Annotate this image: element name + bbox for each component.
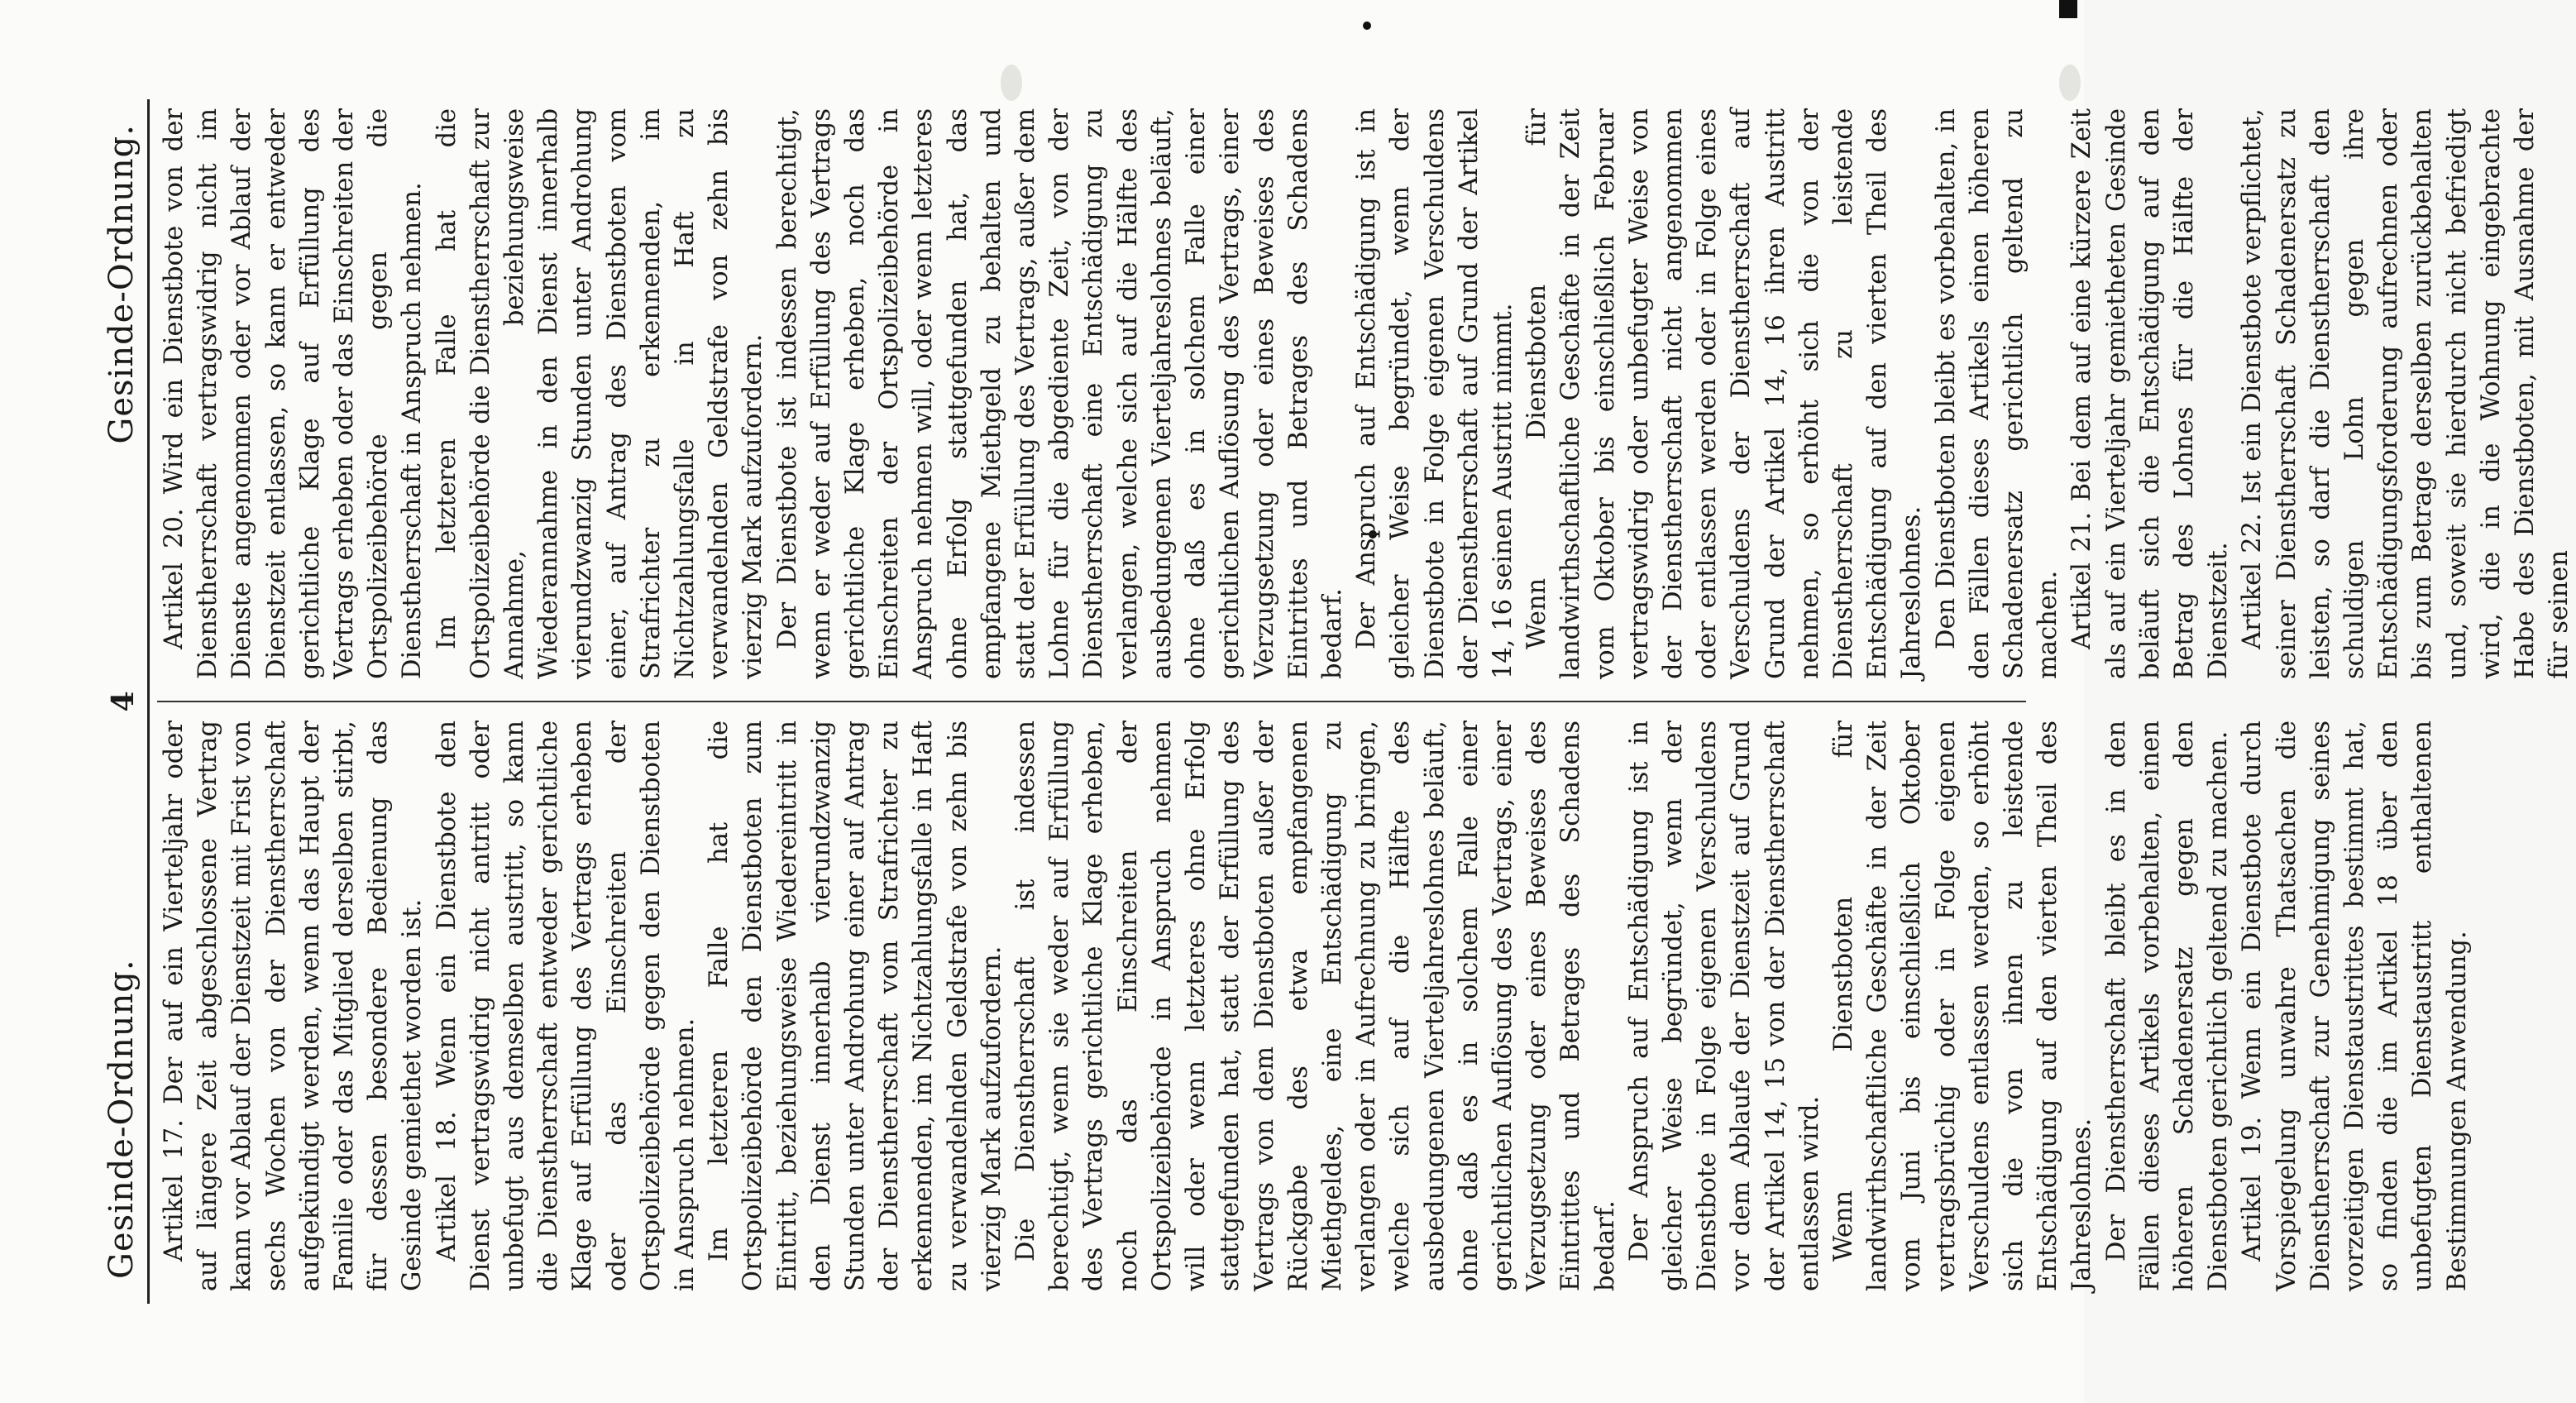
paragraph: Der Dienstbote ist indessen berechtigt, wenn er weder auf Erfüllung des Vertrags gerichtliche Klage erheben, noch das Einschreiten der Ortspolizeibehörde in Anspruch nehmen will, oder wenn letzteres ohne Erfolg stattgefunden hat, das empfangene Miethgeld zu behalten und statt der Erfüllung des Vertrags, außer dem Lohne für die abgediente Zeit, von der Dienstherrschaft eine Entschädigung zu verlangen, welche sich auf die Hälfte des ausbedungenen Vierteljahreslohnes beläuft, ohne daß es in solchem Falle einer gerichtlichen Auflösung des Vertrags, einer Verzugsetzung oder eines Beweises des Eintrittes und Betrages des Schadens bedarf. bbox=[772, 108, 1347, 679]
paragraph: Artikel 22. Ist ein Dienstbote verpflichtet, seiner Dienstherrschaft Schadenersatz zu leisten, so darf die Dienstherrschaft den schuldigen Lohn gegen ihre Entschädigungsforderung aufrechnen oder bis zum Betrage derselben zurückbehalten und, soweit sie hierdurch nicht befriedigt wird, die in die Wohnung eingebrachte Habe des Dienstboten, mit Ausnahme der für seinen bbox=[2238, 108, 2574, 679]
paragraph: Artikel 18. Wenn ein Dienstbote den Dienst vertragswidrig nicht antritt oder unbefugt aus demselben austritt, so kann die Dienstherrschaft entweder gerichtliche Klage auf Erfüllung des Vertrags erheben oder das Einschreiten der Ortspolizeibehörde gegen den Dienstboten in Anspruch nehmen. bbox=[432, 721, 700, 1291]
left-column bbox=[157, 721, 2472, 1291]
paragraph: Wenn Dienstboten für landwirthschaftliche Geschäfte in der Zeit vom Oktober bis einschließlich Februar vertragswidrig oder unbefugter Weise von der Dienstherrschaft nicht angenommen oder entlassen werden oder in Folge eines Verschuldens der Dienstherrschaft auf Grund der Artikel 14, 16 ihren Austritt nehmen, so erhöht sich die von der Dienstherrschaft zu leistende Entschädigung auf den vierten Theil des Jahreslohnes. bbox=[1522, 108, 1927, 679]
corner-mark bbox=[2059, 0, 2077, 18]
paragraph: Der Anspruch auf Entschädigung ist in gleicher Weise begründet, wenn der Dienstbote in Folge eigenen Verschuldens vor dem Ablaufe der Dienstzeit auf Grund der Artikel 14, 15 von der Dienstherrschaft entlassen wird. bbox=[1624, 721, 1824, 1291]
right-column bbox=[157, 108, 2574, 679]
paragraph: Artikel 17. Der auf ein Vierteljahr oder auf längere Zeit abgeschlossene Vertrag kann vor Ablauf der Dienstzeit mit Frist von sechs Wochen von der Dienstherrschaft aufgekündigt werden, wenn das Haupt der Familie oder das Mitglied derselben stirbt, für dessen besondere Bedienung das Gesinde gemiethet worden ist. bbox=[160, 721, 428, 1291]
paragraph: Die Dienstherrschaft ist indessen berechtigt, wenn sie weder auf Erfüllung des Vertrags gerichtliche Klage erheben, noch das Einschreiten der Ortspolizeibehörde in Anspruch nehmen will oder wenn letzteres ohne Erfolg stattgefunden hat, statt der Erfüllung des Vertrags von dem Dienstboten außer der Rückgabe des etwa empfangenen Miethgeldes, eine Entschädigung zu verlangen oder in Aufrechnung zu bringen, welche sich auf die Hälfte des ausbedungenen Vierteljahreslohnes beläuft, ohne daß es in solchem Falle einer gerichtlichen Auflösung des Vertrags, einer Verzugsetzung oder eines Beweises des Eintrittes und Betrages des Schadens bedarf. bbox=[1011, 721, 1620, 1291]
paragraph: Im letzteren Falle hat die Ortspolizeibehörde den Dienstboten zum Eintritt, beziehungsweise Wiedereintritt in den Dienst innerhalb vierundzwanzig Stunden unter Androhung einer auf Antrag der Dienstherrschaft vom Strafrichter zu erkennenden, im Nichtzahlungsfalle in Haft zu verwandelnden Geldstrafe von zehn bis vierzig Mark aufzufordern. bbox=[705, 721, 1006, 1291]
paragraph: Artikel 20. Wird ein Dienstbote von der Dienstherrschaft vertragswidrig nicht im Dienste angenommen oder vor Ablauf der Dienstzeit entlassen, so kann er entweder gerichtliche Klage auf Erfüllung des Vertrags erheben oder das Einschreiten der Ortspolizeibehörde gegen die Dienstherrschaft in Anspruch nehmen. bbox=[160, 108, 428, 679]
paragraph: Der Dienstherrschaft bleibt es in den Fällen dieses Artikels vorbehalten, einen höheren Schadenersatz gegen den Dienstboten gerichtlich geltend zu machen. bbox=[2101, 721, 2234, 1291]
column-divider bbox=[157, 701, 2026, 702]
page-header bbox=[98, 99, 150, 1304]
page-number: 4 bbox=[106, 691, 141, 712]
punch-hole-mark bbox=[2059, 65, 2081, 101]
paragraph: Wenn Dienstboten für landwirthschaftliche Geschäfte in der Zeit vom Juni bis einschließlich Oktober vertragsbrüchig oder in Folge eigenen Verschuldens entlassen werden, so erhöht sich die von ihnen zu leistende Entschädigung auf den vierten Theil des Jahreslohnes. bbox=[1828, 721, 2097, 1291]
paragraph: Den Dienstboten bleibt es vorbehalten, in den Fällen dieses Artikels einen höheren Schadenersatz gerichtlich geltend zu machen. bbox=[1931, 108, 2063, 679]
paragraph: Artikel 21. Bei dem auf eine kürzere Zeit als auf ein Vierteljahr gemietheten Gesinde beläuft sich die Entschädigung auf den Betrag des Lohnes für die Hälfte der Dienstzeit. bbox=[2067, 108, 2234, 679]
paragraph: Artikel 19. Wenn ein Dienstbote durch Vorspiegelung unwahre Thatsachen die Dienstherrschaft zur Genehmigung seines vorzeitigen Dienstaustrittes bestimmt hat, so finden die im Artikel 18 über den unbefugten Dienstaustritt enthaltenen Bestimmungen Anwendung. bbox=[2238, 721, 2472, 1291]
header-title-right: Gesinde-Ordnung. bbox=[103, 124, 141, 444]
paragraph: Der Anspruch auf Entschädigung ist in gleicher Weise begründet, wenn der Dienstbote in Folge eigenen Verschuldens der Dienstherrschaft auf Grund der Artikel 14, 16 seinen Austritt nimmt. bbox=[1352, 108, 1517, 679]
stray-dot bbox=[1363, 22, 1371, 30]
header-title-left: Gesinde-Ordnung. bbox=[103, 959, 141, 1279]
punch-hole-mark bbox=[1001, 65, 1022, 101]
paragraph: Im letzteren Falle hat die Ortspolizeibehörde die Dienstherrschaft zur Annahme, beziehungsweise Wiederannahme in den Dienst innerhalb vierundzwanzig Stunden unter Androhung einer, auf Antrag des Dienstboten vom Strafrichter zu erkennenden, im Nichtzahlungsfalle in Haft zu verwandelnden Geldstrafe von zehn bis vierzig Mark aufzufordern. bbox=[432, 108, 768, 679]
